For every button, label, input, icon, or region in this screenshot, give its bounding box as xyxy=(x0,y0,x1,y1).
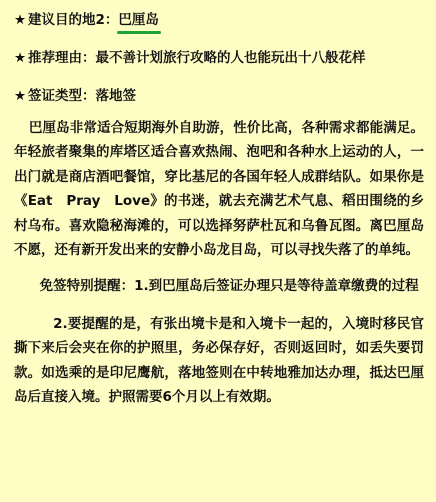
star-icon: ★ xyxy=(14,12,27,28)
highlight-underline xyxy=(117,31,161,34)
destination-line xyxy=(14,10,424,30)
destination-value xyxy=(118,10,159,30)
destination-name: 巴厘岛 xyxy=(118,12,159,28)
reason-label: 推荐理由： xyxy=(28,50,96,66)
reason-line xyxy=(14,48,424,68)
exit-card-paragraph: 2.要提醒的是，有张出境卡是和入境卡一起的，入境时移民官撕下来后会夹在你的护照里，务必保存好，否则返回时，如丢失要罚款。如选乘的是印尼鹰航，落地签则在中转地雅加达办理，抵达巴厘岛后直接入境。护照需要6个月以上有效期。 xyxy=(14,315,424,406)
star-icon: ★ xyxy=(14,88,27,104)
reason-value: 最不善计划旅行攻略的人也能玩出十八般花样 xyxy=(95,50,366,66)
visa-label: 签证类型： xyxy=(28,88,96,104)
visa-reminder-paragraph: 免签特别提醒：1.到巴厘岛后签证办理只是等待盖章缴费的过程 xyxy=(39,278,419,295)
visa-line xyxy=(14,86,424,106)
visa-value: 落地签 xyxy=(95,88,136,104)
star-icon: ★ xyxy=(14,50,27,66)
main-paragraph: 巴厘岛非常适合短期海外自助游，性价比高，各种需求都能满足。年轻旅者聚集的库塔区适合喜欢热闹、泡吧和各种水上运动的人，一出门就是商店酒吧餐馆，穿比基尼的各国年轻人成群结队。如果你是《Eat Pray Love》的书迷，就去充满艺术气息、稻田围绕的乡村乌布。喜欢隐秘海滩的，可以选择努萨杜瓦和乌鲁瓦图。离巴厘岛不愿，还有新开发出来的安静小岛龙目岛，可以寻找失落了的单纯。 xyxy=(14,120,424,259)
destination-label: 建议目的地2： xyxy=(28,12,119,28)
